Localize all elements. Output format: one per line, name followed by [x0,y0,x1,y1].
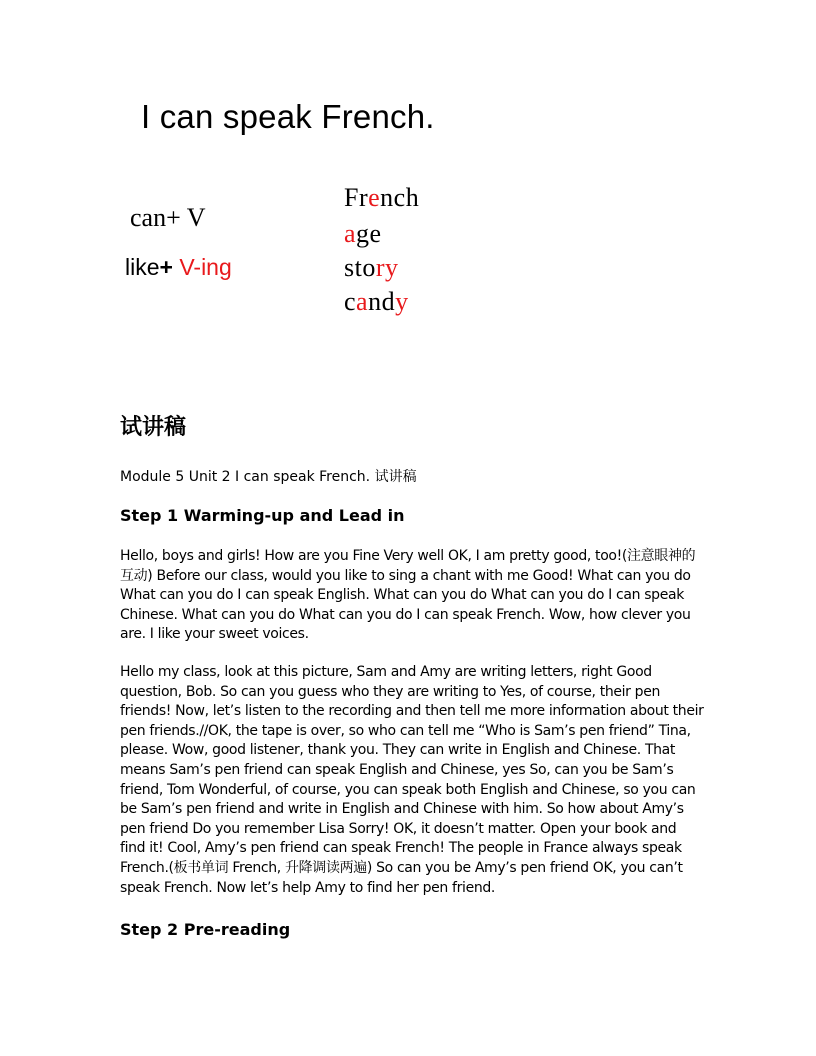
word-part: sto [344,253,376,282]
like-ving-rule [125,254,232,281]
word-highlight: a [356,287,369,316]
plus-sign: + [159,254,173,280]
paragraph-2: Hello my class, look at this picture, Sam and Amy are writing letters, right Good question, Bob. So can you guess who they are writing to Yes, of course, their pen friends! Now, let’s listen to the recording and then tell me more information about their pen friends.//OK, the tape is over, so who can tell me “Who is Sam’s pen friend” Tina, please. Wow, good listener, thank you. They can write in English and Chinese. That means Sam’s pen friend can speak English and Chinese, yes So, can you be Sam’s friend, Tom Wonderful, of course, you can speak both English and Chinese, so you can be Sam’s pen friend and write in English and Chinese with him. So how about Amy’s pen friend Do you remember Lisa Sorry! OK, it doesn’t matter. Open your book and find it! Cool, Amy’s pen friend can speak French! The people in France always speak French.(板书单词 French, 升降调读两遍) So can you be Amy’s pen friend OK, you can’t speak French. Now let’s help Amy to find her pen friend. [120,664,704,896]
word-highlight: a [344,219,357,248]
word-highlight: ry [375,253,399,282]
word-story [344,253,399,283]
word-part: Fr [344,183,369,212]
step1-heading: Step 1 Warming-up and Lead in [120,506,405,525]
like-word: like [125,254,160,280]
ving-text: V-ing [172,254,232,280]
word-candy [344,287,409,317]
word-part: ge [356,219,382,248]
word-part: c [344,287,357,316]
word-part: nch [380,183,420,212]
word-highlight: y [395,287,409,316]
board-title: I can speak French. [141,98,435,135]
word-highlight: e [368,183,381,212]
section-title: 试讲稿 [120,415,187,440]
word-french [344,183,419,213]
word-age [344,219,382,249]
document-subtitle: Module 5 Unit 2 I can speak French. 试讲稿 [120,469,417,485]
step2-heading: Step 2 Pre-reading [120,920,291,939]
word-part: nd [368,287,396,316]
can-verb-rule: can+ V [130,203,206,232]
paragraph-1: Hello, boys and girls! How are you Fine Very well OK, I am pretty good, too!(注意眼神的互动) Before our class, would you like to sing a chant with me Good! What can you do What can you do I can speak English. What can you do What can you do I can speak Chinese. What can you do What can you do I can speak French. Wow, how clever you are. I like your sweet voices. [120,548,696,643]
